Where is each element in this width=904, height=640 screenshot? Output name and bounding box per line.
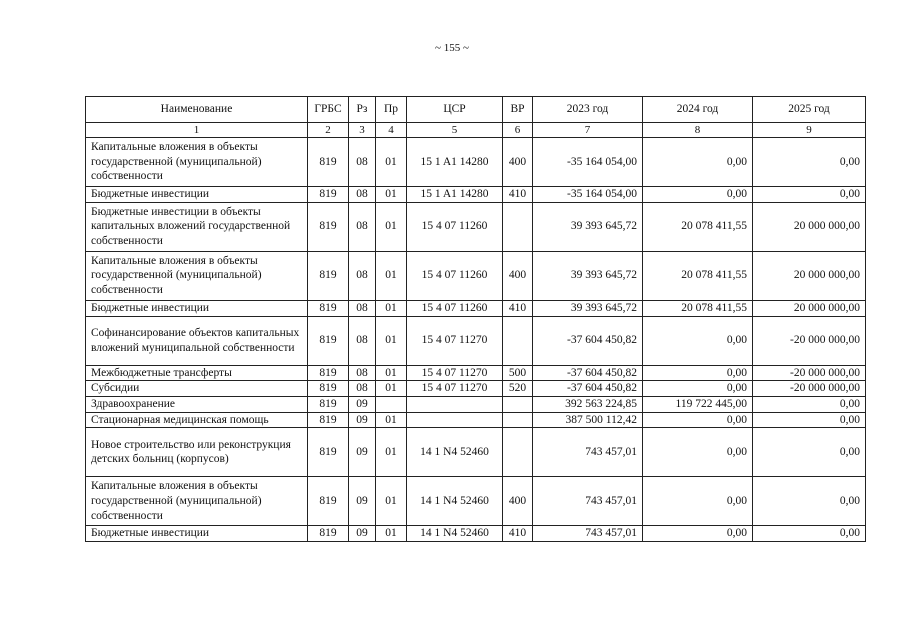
row-pr: 01 — [376, 526, 407, 542]
row-vr: 410 — [503, 526, 533, 542]
row-name: Здравоохранение — [86, 396, 308, 412]
row-vr: 400 — [503, 138, 533, 187]
row-vr: 400 — [503, 251, 533, 300]
row-rz: 09 — [349, 526, 376, 542]
row-2025: 20 000 000,00 — [753, 202, 866, 251]
column-number: 4 — [376, 123, 407, 138]
row-2024: 0,00 — [643, 412, 753, 428]
row-2025: 20 000 000,00 — [753, 300, 866, 316]
row-grbs: 819 — [308, 412, 349, 428]
row-csr — [407, 412, 503, 428]
row-csr: 14 1 N4 52460 — [407, 526, 503, 542]
row-2025: 0,00 — [753, 428, 866, 477]
row-2023: 39 393 645,72 — [533, 300, 643, 316]
row-2025: 0,00 — [753, 396, 866, 412]
header-rz: Рз — [349, 97, 376, 123]
row-2024: 119 722 445,00 — [643, 396, 753, 412]
row-name: Бюджетные инвестиции — [86, 187, 308, 203]
row-name: Капитальные вложения в объекты государственной (муниципальной) собственности — [86, 477, 308, 526]
row-2025: 0,00 — [753, 138, 866, 187]
row-csr: 15 4 07 11270 — [407, 316, 503, 365]
table-row — [86, 300, 866, 316]
row-2024: 20 078 411,55 — [643, 300, 753, 316]
row-rz: 08 — [349, 316, 376, 365]
table-row — [86, 138, 866, 187]
header-2023: 2023 год — [533, 97, 643, 123]
row-grbs: 819 — [308, 526, 349, 542]
row-pr: 01 — [376, 477, 407, 526]
column-number: 1 — [86, 123, 308, 138]
table-body — [86, 138, 866, 542]
row-2024: 0,00 — [643, 381, 753, 397]
row-pr: 01 — [376, 316, 407, 365]
row-rz: 09 — [349, 477, 376, 526]
row-csr: 15 1 A1 14280 — [407, 187, 503, 203]
row-grbs: 819 — [308, 251, 349, 300]
row-rz: 09 — [349, 428, 376, 477]
row-2023: 39 393 645,72 — [533, 251, 643, 300]
row-pr: 01 — [376, 202, 407, 251]
row-2025: -20 000 000,00 — [753, 316, 866, 365]
table-row — [86, 412, 866, 428]
row-2025: 0,00 — [753, 187, 866, 203]
header-csr: ЦСР — [407, 97, 503, 123]
row-2023: 387 500 112,42 — [533, 412, 643, 428]
row-rz: 08 — [349, 187, 376, 203]
header-name: Наименование — [86, 97, 308, 123]
table-row — [86, 526, 866, 542]
row-2023: -35 164 054,00 — [533, 138, 643, 187]
row-name: Капитальные вложения в объекты государственной (муниципальной) собственности — [86, 138, 308, 187]
table-row — [86, 477, 866, 526]
header-2024: 2024 год — [643, 97, 753, 123]
column-number: 8 — [643, 123, 753, 138]
row-name: Межбюджетные трансферты — [86, 365, 308, 381]
table-row — [86, 428, 866, 477]
row-csr: 15 4 07 11260 — [407, 251, 503, 300]
row-vr: 410 — [503, 187, 533, 203]
row-2023: -37 604 450,82 — [533, 381, 643, 397]
table-row — [86, 202, 866, 251]
row-grbs: 819 — [308, 202, 349, 251]
row-vr — [503, 412, 533, 428]
header-row — [86, 97, 866, 123]
table-row — [86, 316, 866, 365]
row-vr — [503, 428, 533, 477]
row-rz: 08 — [349, 300, 376, 316]
row-grbs: 819 — [308, 381, 349, 397]
row-csr: 15 4 07 11270 — [407, 381, 503, 397]
row-2024: 0,00 — [643, 477, 753, 526]
row-csr: 15 4 07 11260 — [407, 300, 503, 316]
row-rz: 08 — [349, 202, 376, 251]
row-name: Бюджетные инвестиции в объекты капитальных вложений государственной собственности — [86, 202, 308, 251]
row-csr: 15 4 07 11270 — [407, 365, 503, 381]
row-2023: 743 457,01 — [533, 477, 643, 526]
row-csr: 15 4 07 11260 — [407, 202, 503, 251]
table-row — [86, 187, 866, 203]
row-2025: -20 000 000,00 — [753, 381, 866, 397]
table-row — [86, 381, 866, 397]
row-pr: 01 — [376, 251, 407, 300]
row-2023: 743 457,01 — [533, 526, 643, 542]
row-grbs: 819 — [308, 316, 349, 365]
row-vr: 520 — [503, 381, 533, 397]
row-pr: 01 — [376, 412, 407, 428]
row-vr — [503, 202, 533, 251]
row-rz: 09 — [349, 396, 376, 412]
row-2023: -35 164 054,00 — [533, 187, 643, 203]
row-2024: 0,00 — [643, 187, 753, 203]
row-vr — [503, 316, 533, 365]
row-grbs: 819 — [308, 428, 349, 477]
row-2024: 0,00 — [643, 316, 753, 365]
row-csr — [407, 396, 503, 412]
header-grbs: ГРБС — [308, 97, 349, 123]
row-2024: 0,00 — [643, 365, 753, 381]
row-2024: 0,00 — [643, 526, 753, 542]
column-number: 2 — [308, 123, 349, 138]
column-number-row — [86, 123, 866, 138]
column-number: 7 — [533, 123, 643, 138]
row-rz: 08 — [349, 381, 376, 397]
row-pr: 01 — [376, 300, 407, 316]
header-2025: 2025 год — [753, 97, 866, 123]
row-name: Новое строительство или реконструкция детских больниц (корпусов) — [86, 428, 308, 477]
row-pr: 01 — [376, 365, 407, 381]
row-grbs: 819 — [308, 477, 349, 526]
row-2024: 0,00 — [643, 138, 753, 187]
row-csr: 14 1 N4 52460 — [407, 428, 503, 477]
row-2024: 20 078 411,55 — [643, 251, 753, 300]
row-2025: 0,00 — [753, 412, 866, 428]
column-number: 9 — [753, 123, 866, 138]
row-grbs: 819 — [308, 396, 349, 412]
row-grbs: 819 — [308, 187, 349, 203]
row-grbs: 819 — [308, 365, 349, 381]
row-vr: 400 — [503, 477, 533, 526]
table-row — [86, 251, 866, 300]
row-csr: 15 1 A1 14280 — [407, 138, 503, 187]
row-pr — [376, 396, 407, 412]
column-number: 3 — [349, 123, 376, 138]
budget-table — [85, 96, 866, 542]
row-2025: 20 000 000,00 — [753, 251, 866, 300]
table-row — [86, 396, 866, 412]
column-number: 6 — [503, 123, 533, 138]
row-grbs: 819 — [308, 138, 349, 187]
page-number: ~ 155 ~ — [435, 42, 469, 54]
row-rz: 08 — [349, 138, 376, 187]
row-csr: 14 1 N4 52460 — [407, 477, 503, 526]
row-2025: -20 000 000,00 — [753, 365, 866, 381]
row-name: Софинансирование объектов капитальных вложений муниципальной собственности — [86, 316, 308, 365]
row-2023: 392 563 224,85 — [533, 396, 643, 412]
row-2024: 20 078 411,55 — [643, 202, 753, 251]
row-2023: 39 393 645,72 — [533, 202, 643, 251]
row-2025: 0,00 — [753, 526, 866, 542]
row-vr: 410 — [503, 300, 533, 316]
row-2025: 0,00 — [753, 477, 866, 526]
row-name: Стационарная медицинская помощь — [86, 412, 308, 428]
row-2023: -37 604 450,82 — [533, 365, 643, 381]
column-number: 5 — [407, 123, 503, 138]
row-rz: 09 — [349, 412, 376, 428]
row-name: Капитальные вложения в объекты государственной (муниципальной) собственности — [86, 251, 308, 300]
row-pr: 01 — [376, 138, 407, 187]
row-name: Бюджетные инвестиции — [86, 526, 308, 542]
row-2023: -37 604 450,82 — [533, 316, 643, 365]
row-name: Субсидии — [86, 381, 308, 397]
row-grbs: 819 — [308, 300, 349, 316]
row-vr: 500 — [503, 365, 533, 381]
row-2023: 743 457,01 — [533, 428, 643, 477]
table-row — [86, 365, 866, 381]
row-pr: 01 — [376, 381, 407, 397]
row-rz: 08 — [349, 251, 376, 300]
row-vr — [503, 396, 533, 412]
header-vr: ВР — [503, 97, 533, 123]
row-rz: 08 — [349, 365, 376, 381]
header-pr: Пр — [376, 97, 407, 123]
row-pr: 01 — [376, 187, 407, 203]
row-pr: 01 — [376, 428, 407, 477]
row-name: Бюджетные инвестиции — [86, 300, 308, 316]
row-2024: 0,00 — [643, 428, 753, 477]
